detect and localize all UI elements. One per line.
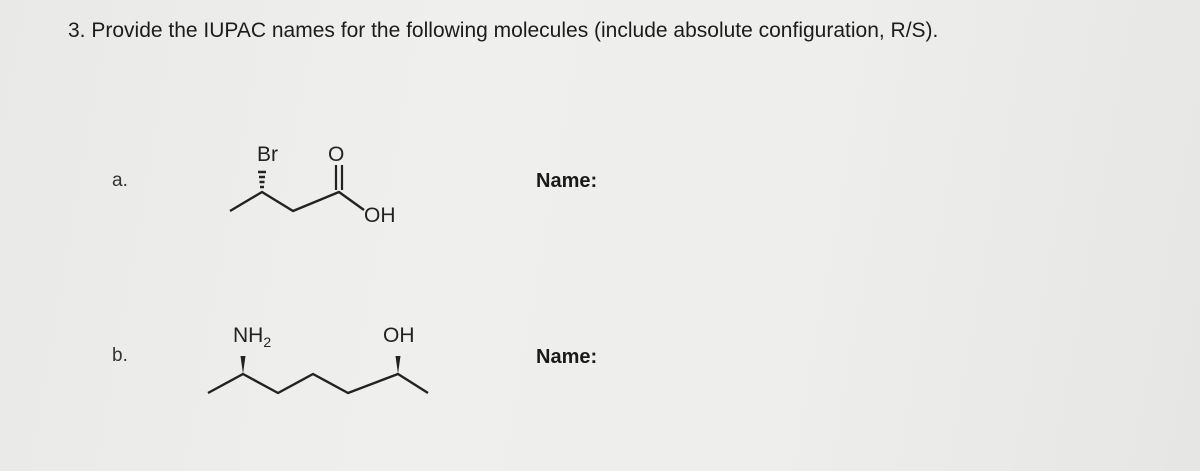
molecule-a-hydroxyl: OH [364,204,396,227]
molecule-a-carbonyl-oxygen: O [328,143,345,166]
molecule-b-bold-wedge-hydroxyl [396,356,401,374]
item-a-name-label: Name: [536,170,598,192]
molecule-a-bromine: Br [257,143,278,166]
molecule-b-bold-wedge-amine [241,356,246,374]
molecule-b-skeleton [208,374,428,393]
item-b-name-label: Name: [536,346,598,368]
molecule-b-hydroxyl: OH [383,324,415,347]
item-a-letter: a. [112,170,128,191]
molecule-b-amine: $NH_2$ [233,324,272,350]
question-text: 3. Provide the IUPAC names for the following molecules (include absolute configuration, R/S). [68,19,939,42]
item-b-letter: b. [112,345,128,366]
